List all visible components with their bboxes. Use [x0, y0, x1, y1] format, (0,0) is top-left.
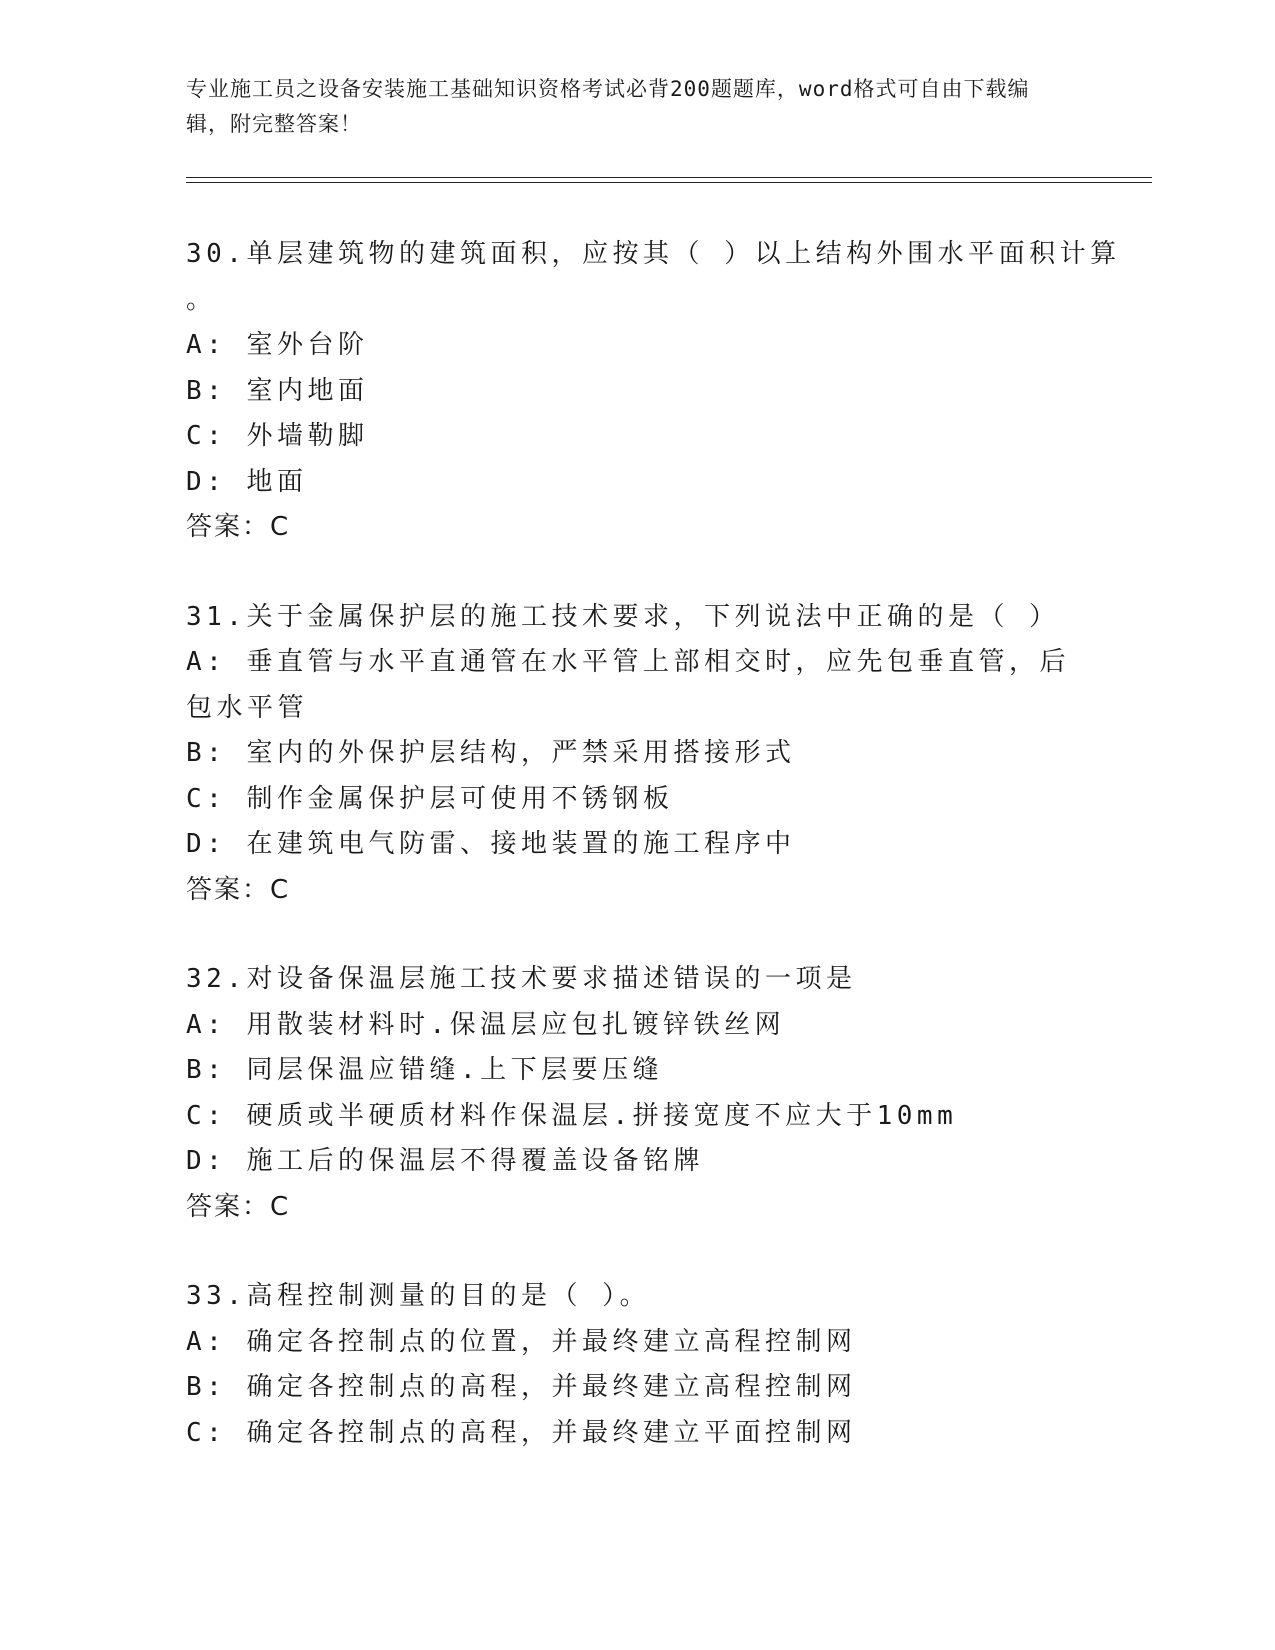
option-d: D: 施工后的保温层不得覆盖设备铭牌 — [186, 1146, 704, 1176]
option-b: B: 室内地面 — [186, 375, 369, 406]
option-a: A: 确定各控制点的位置，并最终建立高程控制网 — [186, 1326, 857, 1357]
question-stem: 32.对设备保温层施工技术要求描述错误的一项是 — [186, 964, 857, 994]
option-b: B: 同层保温应错缝.上下层要压缝 — [186, 1055, 664, 1085]
option-c: C: 硬质或半硬质材料作保温层.拼接宽度不应大于10mm — [186, 1100, 958, 1131]
question-stem: 31.关于金属保护层的施工技术要求，下列说法中正确的是（ ） — [186, 601, 1060, 632]
option-a: A: 室外台阶 — [186, 330, 369, 360]
option-b: B: 确定各控制点的高程，并最终建立高程控制网 — [186, 1372, 857, 1402]
question-32 — [186, 957, 1086, 1230]
header-divider-bottom — [186, 182, 1152, 183]
question-31 — [186, 595, 1086, 914]
option-a: A: 用散装材料时.保温层应包扎镀锌铁丝网 — [186, 1009, 786, 1040]
answer: 答案：C — [186, 1191, 291, 1222]
question-list — [186, 232, 1121, 1456]
option-c: C: 确定各控制点的高程，并最终建立平面控制网 — [186, 1417, 857, 1448]
question-33 — [186, 1274, 1086, 1456]
question-stem: 30.单层建筑物的建筑面积，应按其（ ）以上结构外围水平面积计算 — [186, 239, 1121, 269]
header-text: 专业施工员之设备安装施工基础知识资格考试必背200题题库，word格式可自由下载编辑，附完整答案！ — [186, 77, 1030, 136]
option-b: B: 室内的外保护层结构，严禁采用搭接形式 — [186, 738, 796, 768]
option-d: D: 在建筑电气防雷、接地装置的施工程序中 — [186, 829, 796, 859]
question-stem: 33.高程控制测量的目的是（ ）。 — [186, 1281, 651, 1311]
answer: 答案：C — [186, 512, 291, 542]
header-divider-top — [186, 177, 1152, 178]
option-a: A: 垂直管与水平直通管在水平管上部相交时，应先包垂直管，后包水平管 — [186, 647, 1070, 723]
answer: 答案：C — [186, 874, 291, 905]
question-stem-tail: 。 — [186, 284, 217, 315]
document-header — [186, 72, 1066, 142]
option-d: D: 地面 — [186, 466, 308, 497]
option-c: C: 制作金属保护层可使用不锈钢板 — [186, 783, 674, 814]
option-c: C: 外墙勒脚 — [186, 421, 369, 451]
question-30 — [186, 232, 1121, 551]
